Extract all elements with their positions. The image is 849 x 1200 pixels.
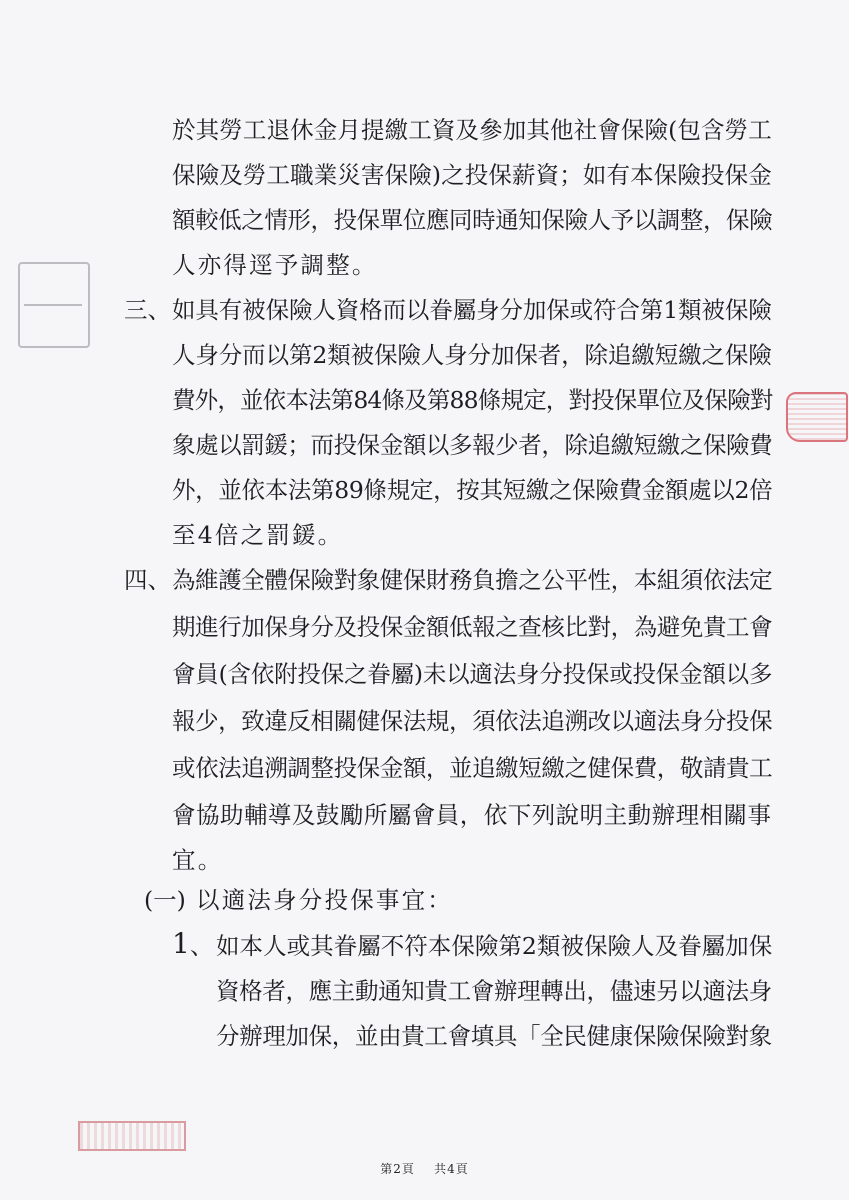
body-line: 人亦得逕予調整。: [172, 251, 378, 279]
body-line: 至4倍之罰鍰。: [172, 521, 344, 549]
body-line: 宜。: [172, 846, 224, 874]
body-line: 或依法追溯調整投保金額，並追繳短繳之健保費，敬請貴工: [172, 754, 773, 782]
subitem-marker-one: (一): [144, 886, 186, 914]
body-line: 額較低之情形，投保單位應同時通知保險人予以調整，保險: [172, 206, 773, 234]
item-number-separator: 、: [190, 932, 214, 960]
body-line: 報少，致違反相關健保法規，須依法追溯改以適法身分投保: [172, 707, 773, 735]
received-stamp: [18, 262, 90, 348]
page-total: 共4頁: [434, 1162, 469, 1176]
bottom-red-stamp: [78, 1121, 186, 1151]
body-line: 為維護全體保險對象健保財務負擔之公平性，本組須依法定: [172, 566, 773, 594]
body-line: 如本人或其眷屬不符本保險第2類被保險人及眷屬加保: [216, 932, 773, 960]
body-line: 保險及勞工職業災害保險)之投保薪資；如有本保險投保金: [172, 161, 772, 189]
item-number-1: 1: [172, 927, 190, 960]
red-seal-stamp: [786, 392, 848, 442]
body-line: 於其勞工退休金月提繳工資及參加其他社會保險(包含勞工: [172, 116, 772, 144]
subsection-heading: 以適法身分投保事宜：: [196, 886, 453, 914]
page-number: 第2頁: [380, 1162, 415, 1176]
body-line: 會協助輔導及鼓勵所屬會員，依下列說明主動辦理相關事: [172, 801, 772, 829]
body-line: 象處以罰鍰；而投保金額以多報少者，除追繳短繳之保險費: [172, 431, 773, 459]
body-line: 外，並依本法第89條規定，按其短繳之保險費金額處以2倍: [172, 476, 773, 504]
page-footer: [0, 1160, 849, 1177]
body-line: 費外，並依本法第84條及第88條規定，對投保單位及保險對: [172, 386, 773, 414]
item-number-four: 四、: [124, 566, 171, 594]
body-line: 如具有被保險人資格而以眷屬身分加保或符合第1類被保險: [172, 296, 772, 324]
body-line: 會員(含依附投保之眷屬)未以適法身分投保或投保金額以多: [172, 660, 773, 688]
item-number-three: 三、: [124, 296, 171, 324]
body-line: 期進行加保身分及投保金額低報之查核比對，為避免貴工會: [172, 613, 773, 641]
body-line: 資格者，應主動通知貴工會辦理轉出，儘速另以適法身: [216, 977, 772, 1005]
body-line: 分辦理加保，並由貴工會填具「全民健康保險保險對象: [216, 1022, 772, 1050]
body-line: 人身分而以第2類被保險人身分加保者，除追繳短繳之保險: [172, 341, 772, 369]
